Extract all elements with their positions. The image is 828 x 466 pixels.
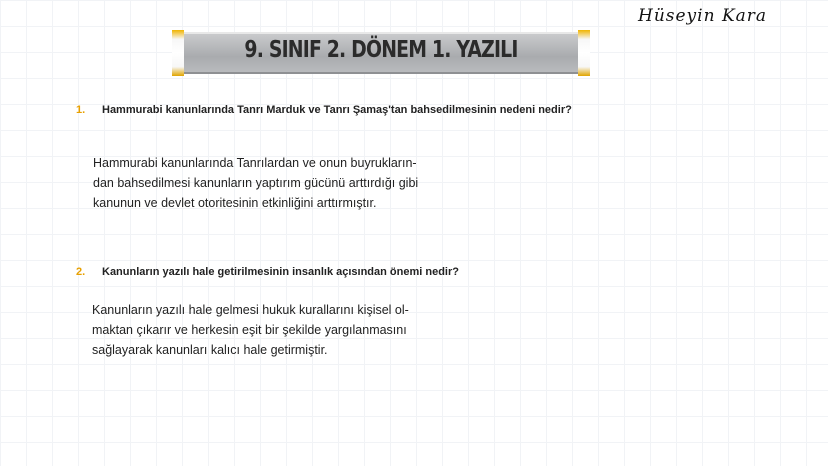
answer-line: Hammurabi kanunlarında Tanrılardan ve onun buyrukların- xyxy=(93,156,417,170)
answer-line: dan bahsedilmesi kanunların yaptırım gücünü arttırdığı gibi xyxy=(93,176,419,190)
question-1 xyxy=(76,104,572,116)
banner-cap-left xyxy=(172,30,184,76)
page-title: 9. SINIF 2. DÖNEM 1. YAZILI xyxy=(244,37,518,63)
answer-line: Kanunların yazılı hale gelmesi hukuk kurallarını kişisel ol- xyxy=(92,303,409,317)
question-number: 1. xyxy=(76,104,86,116)
question-text: Hammurabi kanunlarında Tanrı Marduk ve Tanrı Şamaş'tan bahsedilmesinin nedeni nedir? xyxy=(102,104,572,116)
answer-line: maktan çıkarır ve herkesin eşit bir şekilde yargılanmasını xyxy=(92,323,407,337)
answer-1 xyxy=(93,153,418,213)
answer-line: kanunun ve devlet otoritesinin etkinliğini arttırmıştır. xyxy=(93,196,377,210)
answer-2 xyxy=(92,300,409,360)
author-signature: Hüseyin Kara xyxy=(638,6,768,26)
question-number: 2. xyxy=(76,266,86,278)
question-2 xyxy=(76,266,459,278)
question-text: Kanunların yazılı hale getirilmesinin insanlık açısından önemi nedir? xyxy=(102,266,459,278)
title-banner xyxy=(172,32,590,74)
answer-line: sağlayarak kanunları kalıcı hale getirmiştir. xyxy=(92,343,328,357)
banner-cap-right xyxy=(578,30,590,76)
